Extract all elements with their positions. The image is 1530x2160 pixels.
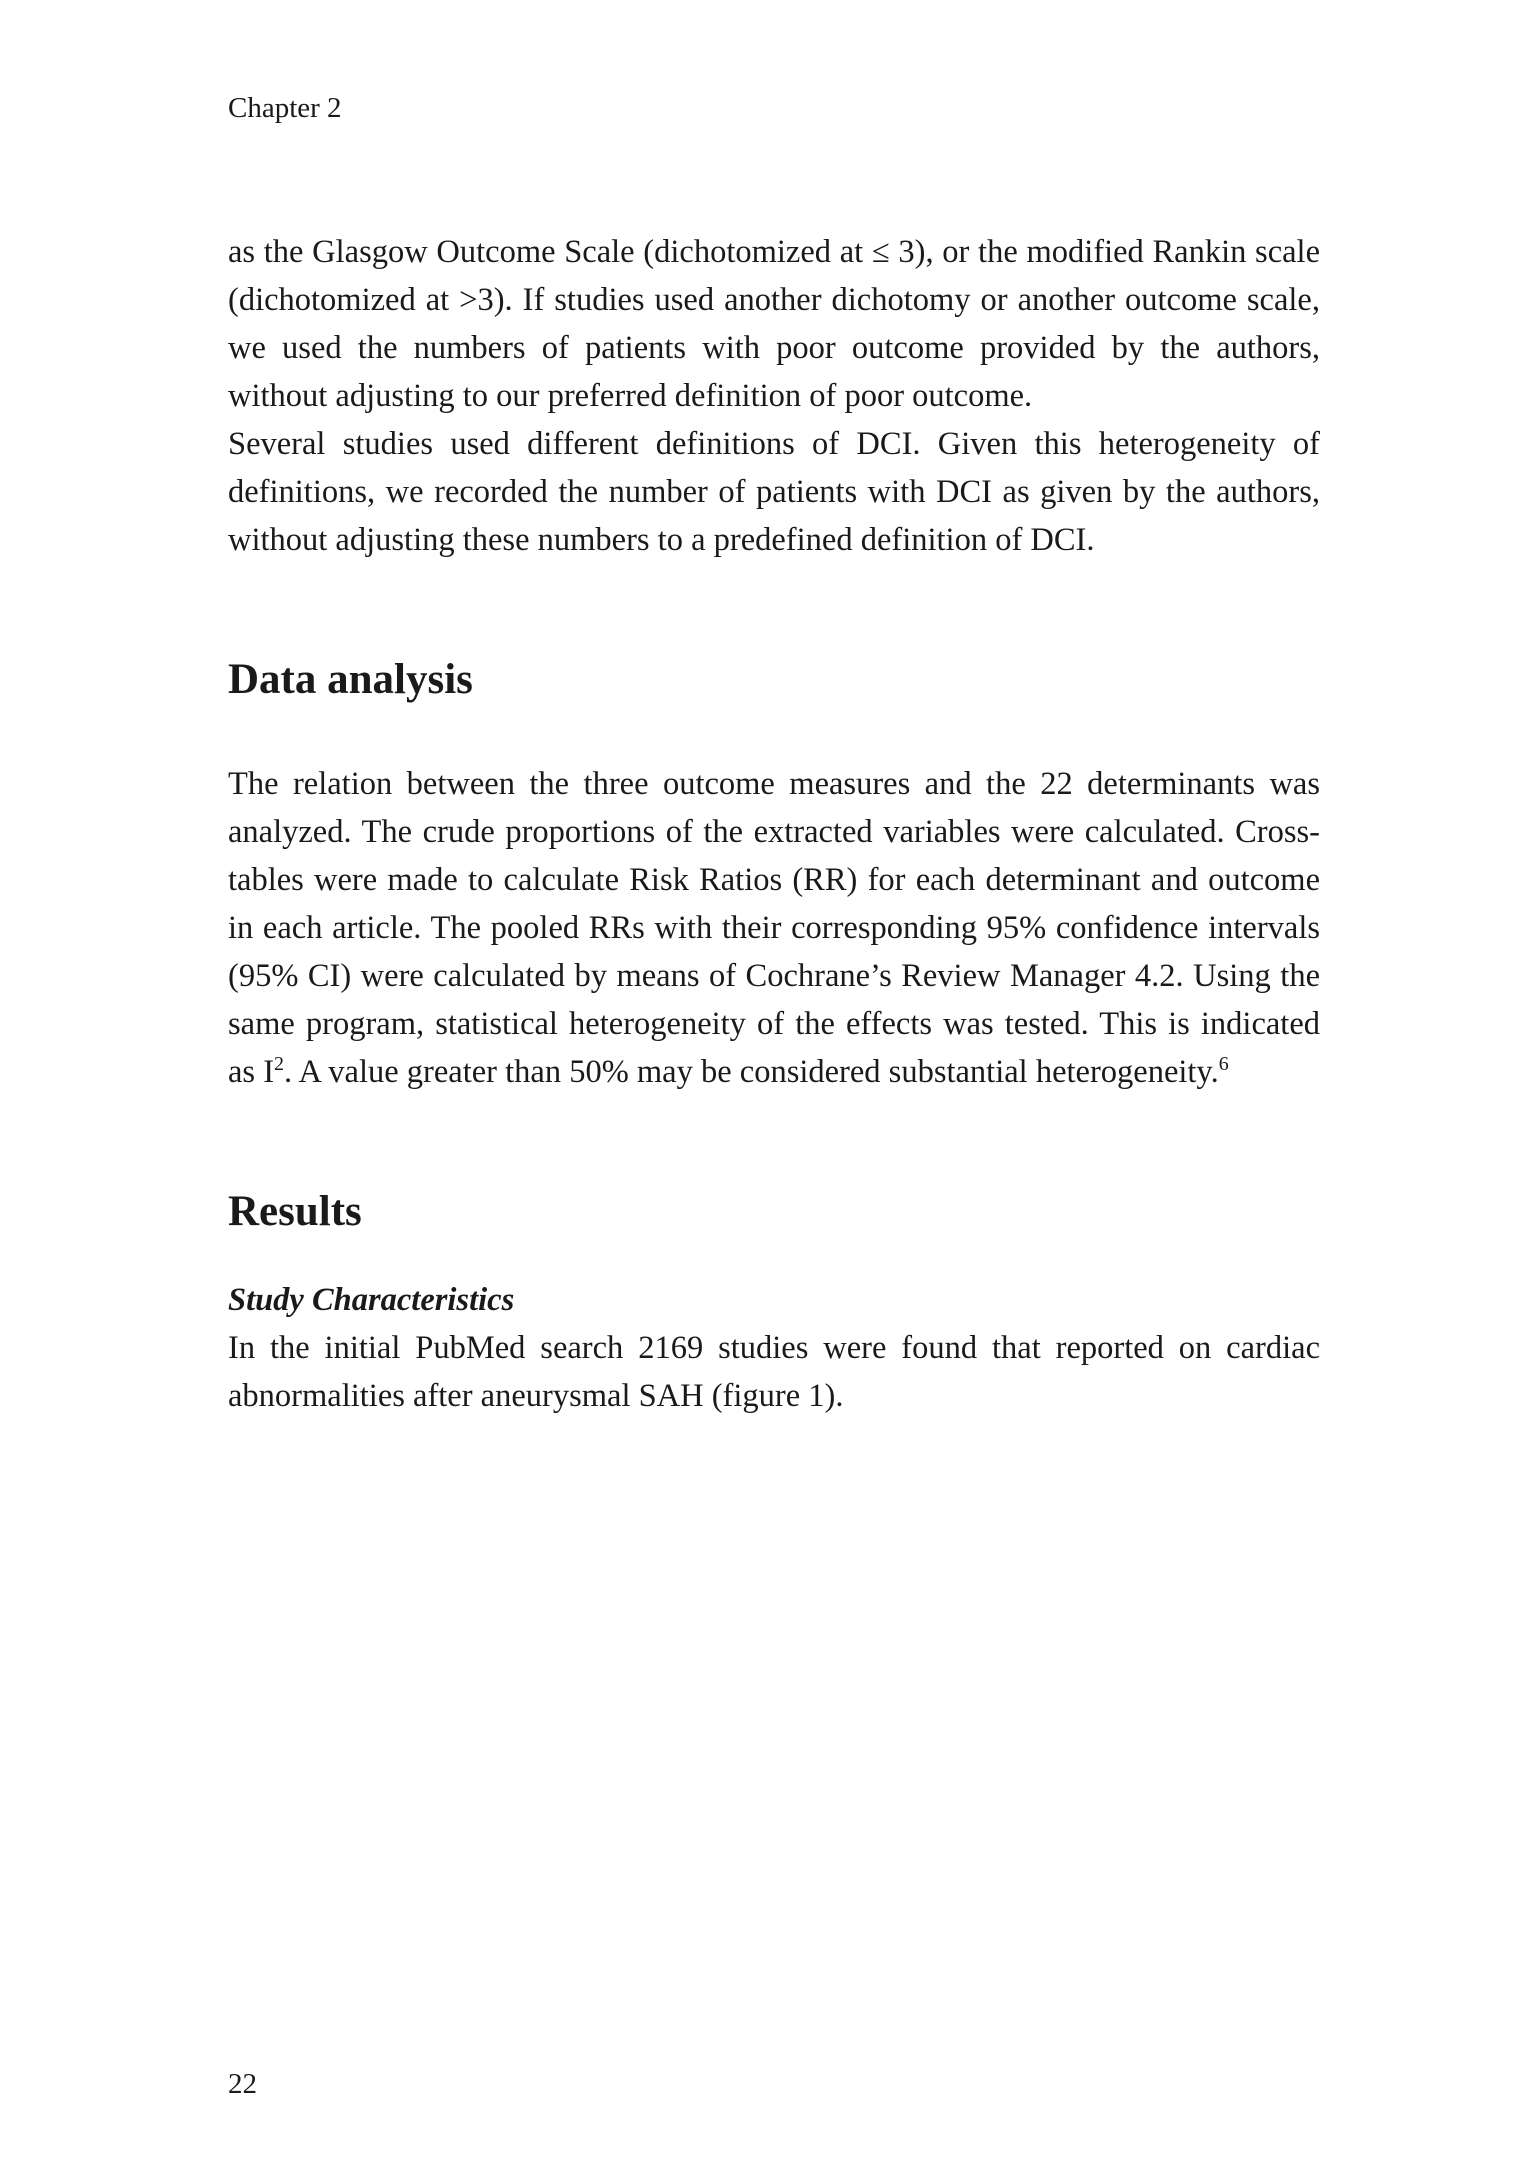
- reference-superscript: 6: [1218, 1053, 1229, 1076]
- intro-paragraph-2: Several studies used different definitions of DCI. Given this heterogeneity of definitions, we recorded the number of patients with DCI as given by the authors, without adjusting these numbers to a predefined definition of DCI.: [228, 426, 1320, 558]
- data-analysis-paragraph: [228, 760, 1320, 1096]
- running-head: Chapter 2: [228, 92, 342, 124]
- data-analysis-text: The relation between the three outcome measures and the 22 determinants was analyzed. The crude proportions of the extracted variables were calculated. Cross-tables were made to calculate Risk Ratios (RR) for each determinant and outcome in each article. The pooled RRs with their corresponding 95% confidence intervals (95% CI) were calculated by means of Cochrane’s Review Manager 4.2. Using the same program, statistical heterogeneity of the effects was tested. This is indicated as I: [228, 766, 1320, 1090]
- intro-paragraph-1: as the Glasgow Outcome Scale (dichotomized at ≤ 3), or the modified Rankin scale (dichotomized at >3). If studies used another dichotomy or another outcome scale, we used the numbers of patients with poor outcome provided by the authors, without adjusting to our preferred definition of poor outcome.: [228, 234, 1320, 414]
- data-analysis-heading: Data analysis: [228, 656, 473, 703]
- results-heading: Results: [228, 1188, 362, 1235]
- data-analysis-text-end: . A value greater than 50% may be considered substantial heterogeneity.: [284, 1054, 1219, 1090]
- page-number: 22: [228, 2068, 257, 2100]
- study-characteristics-subheading: Study Characteristics: [228, 1282, 515, 1318]
- i-squared-superscript: 2: [274, 1053, 285, 1076]
- page-content: [228, 228, 1320, 1420]
- results-paragraph: In the initial PubMed search 2169 studies were found that reported on cardiac abnormalities after aneurysmal SAH (figure 1).: [228, 1330, 1320, 1414]
